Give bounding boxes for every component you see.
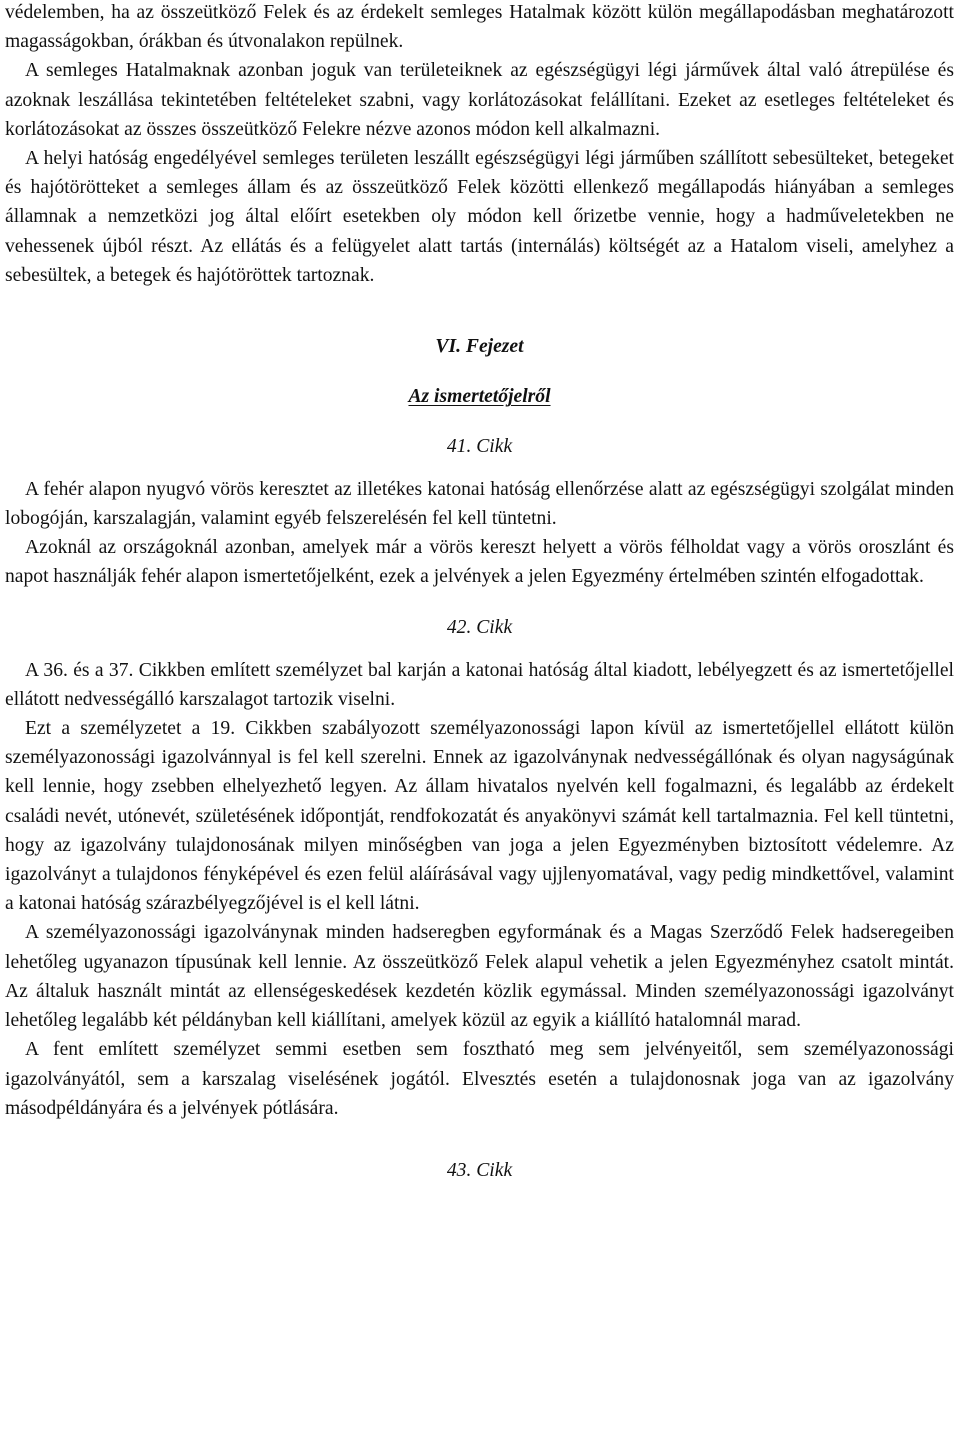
article-heading-42: 42. Cikk xyxy=(446,617,513,639)
body-paragraph: A semleges Hatalmaknak azonban joguk van területeiknek az egészségügyi légi járművek által való átrepülése és azoknak leszállása tekintetében feltételeket szabni, vagy korlátozásokat felállítani. Ezeket az esetleges feltételeket és korlátozásokat az összes összeütköző Felekre nézve azonos módon kell alkalmazni. xyxy=(5,60,954,140)
body-paragraph: védelemben, ha az összeütköző Felek és az érdekelt semleges Hatalmak között külön megállapodásban meghatározott magasságokban, órákban és útvonalakon repülnek. xyxy=(5,2,954,53)
article-heading-43: 43. Cikk xyxy=(446,1159,513,1181)
article-41-paragraph: A fehér alapon nyugvó vörös keresztet az illetékes katonai hatóság ellenőrzése alatt az egészségügyi szolgálat minden lobogóján, karszalagján, valamint egyéb felszerelésén fel kell tüntetni. xyxy=(5,478,954,529)
article-heading-41: 41. Cikk xyxy=(446,436,513,458)
body-paragraph: A helyi hatóság engedélyével semleges területen leszállt egészségügyi légi járműben szállított sebesülteket, betegeket és hajótörötteket a semleges állam és az összeütköző Felek közötti ellenkező megállapodás hiányában a semleges államnak a nemzetközi jog által előírt esetekben oly módon kell őrizetbe vennie, hogy a hadműveletekben ne vehessenek újból részt. Az ellátás és a felügyelet alatt tartás (internálás) költségét az a Hatalom viseli, amelyhez a sebesültek, a betegek és hajótöröttek tartoznak. xyxy=(5,148,954,286)
article-42-paragraph: A személyazonossági igazolványnak minden hadseregben egyformának és a Magas Szerződő Felek hadseregeiben lehetőleg ugyanazon típusúnak kell lennie. Az összeütköző Felek alapul vehetik a jelen Egyezményhez csatolt mintát. Az általuk használt mintát az ellenségeskedések kezdetén közlik egymással. Minden személyazonossági igazolványt lehetőleg legalább két példányban kell kiállítani, amelyek közül az egyik a kiállító hatalomnál marad. xyxy=(5,922,954,1032)
article-42-paragraph: Ezt a személyzetet a 19. Cikkben szabályozott személyazonossági lapon kívül az ismertetőjellel ellátott külön személyazonossági igazolvánnyal is fel kell szerelni. Ennek az igazolványnak nedvességállónak és olyan nagyságúnak kell lennie, hogy zsebben elhelyezhető legyen. Az állam hivatalos nyelvén kell fogalmazni, és legalább az érdekelt családi nevét, utónevét, születésének időpontját, rendfokozatát és anyakönyvi számát kell tartalmaznia. Fel kell tüntetni, hogy az igazolvány tulajdonosának milyen minőségben van joga a jelen Egyezményben biztosított védelemre. Az igazolványt a tulajdonos fényképével és ezen felül aláírásával vagy ujjlenyomatával, vagy pedig mindkettővel, valamint a katonai hatóság szárazbélyegzőjével is el kell látni. xyxy=(5,718,954,915)
article-42-paragraph: A 36. és a 37. Cikkben említett személyzet bal karján a katonai hatóság által kiadott, lebélyegzett és az ismertetőjellel ellátott nedvességálló karszalagot tartozik viselni. xyxy=(5,659,954,710)
chapter-title: Az ismertetőjelről xyxy=(408,386,551,408)
chapter-number: VI. Fejezet xyxy=(435,336,524,358)
article-41-paragraph: Azoknál az országoknál azonban, amelyek már a vörös kereszt helyett a vörös félholdat vagy a vörös oroszlánt és napot használják fehér alapon ismertetőjelként, ezek a jelvények a jelen Egyezmény értelmében szintén elfogadottak. xyxy=(5,537,954,588)
article-42-paragraph: A fent említett személyzet semmi esetben sem fosztható meg sem jelvényeitől, sem személyazonossági igazolványától, sem a karszalag viselésének jogától. Elvesztés esetén a tulajdonosnak joga van az igazolvány másodpéldányára és a jelvények pótlására. xyxy=(5,1039,954,1119)
